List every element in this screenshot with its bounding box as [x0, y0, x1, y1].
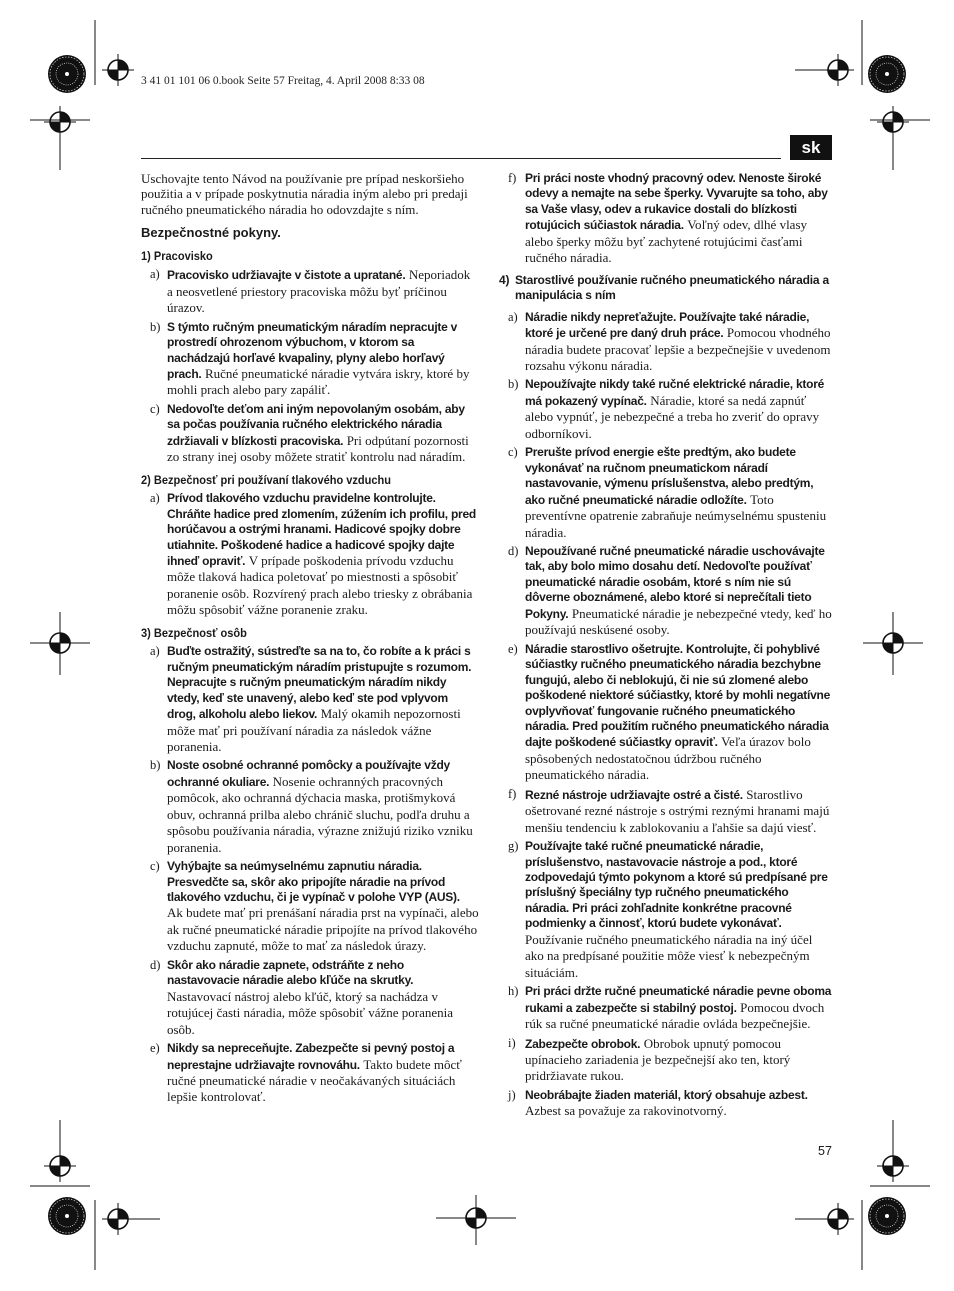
subsection-title: 1) Pracovisko: [141, 248, 213, 263]
top-rule: [141, 158, 781, 159]
list-item: j) Neobrábajte žiaden materiál, ktorý obsahuje azbest. Azbest sa považuje za rakovinotvorný.: [508, 1087, 808, 1119]
list-item: b) Nepoužívajte nikdy také ručné elektrické náradie, ktoré má pokazený vypínač. Náradie, ktoré sa nedá zapnúť alebo vypnúť, je nebezpečné a treba ho zveriť do opravy odborníkovi.: [508, 377, 825, 441]
list-item: b) S týmto ručným pneumatickým náradím nepracujte v prostredí ohrozenom výbuchom, v ktorom sa nachádzajú horľavé kvapaliny, plyny alebo horľavý prach. Ručné pneumatické náradie vytvára iskry, ktoré by mohli prach alebo pary zapáliť.: [150, 319, 470, 398]
list-item: a) Buďte ostražitý, sústreďte sa na to, čo robíte a k práci s ručným pneumatickým náradím pristupujte s rozumom. Nepracujte s ručným pneumatickým náradím nikdy vtedy, keď ste unavený, alebo keď ste pod vplyvom drog, alkoholu alebo liekov. Malý okamih nepozornosti môže mať pri používaní náradia za následok vážne poranenia.: [150, 644, 472, 754]
list-item: c) Nedovoľte deťom ani iným nepovolaným osobám, aby sa počas používania ručného elektrického náradia zdržiavali v blízkosti pracoviska. Pri odpútaní pozornosti zo strany inej osoby môžete stratiť kontrolu nad náradím.: [150, 401, 469, 465]
intro-paragraph: Uschovajte tento Návod na používanie pre prípad neskoršieho použitia a v prípade poskytnutia náradia iným alebo pri predaji ručného pneumatického náradia ho odovzdajte s ním.: [141, 171, 468, 217]
list-item: a) Náradie nikdy nepreťažujte. Používajte také náradie, ktoré je určené pre daný druh práce. Pomocou vhodného náradia budete pracovať lepšie a bezpečnejšie v uvedenom rozsahu výkonu náradia.: [508, 309, 831, 373]
section-title: Bezpečnostné pokyny.: [141, 225, 281, 241]
subsection-title: 3) Bezpečnosť osôb: [141, 625, 247, 640]
subsection-title: 4) Starostlivé používanie ručného pneumatického náradia a manipulácia s ním: [499, 272, 829, 303]
list-item: c) Vyhýbajte sa neúmyselnému zapnutiu náradia. Presvedčte sa, skôr ako pripojíte náradie na prívod tlakového vzduchu, či je vypínač v polohe VYP (AUS). Ak budete mať pri prenášaní náradia prst na vypínači, alebo ak ručné pneumatické náradie pripojíte na prívod tlakového vzduchu zapnuté, môže to mať za následok úrazy.: [150, 859, 479, 954]
page-number: 57: [818, 1144, 832, 1158]
list-item: a) Pracovisko udržiavajte v čistote a upratané. Neporiadok a neosvetlené priestory pracoviska môžu byť príčinou úrazov.: [150, 267, 471, 316]
language-tab: sk: [790, 135, 832, 160]
list-item: f) Pri práci noste vhodný pracovný odev. Nenoste široké odevy a nemajte na sebe šperky. Vyvarujte sa toho, aby sa Vaše vlasy, odev a rukavice dostali do blízkosti rotujúcich súčiastok náradia. Voľný odev, dlhé vlasy alebo šperky môžu byť zachytené rotujúcimi časťami ručného náradia.: [508, 171, 828, 266]
subsection-title: 2) Bezpečnosť pri používaní tlakového vzduchu: [141, 472, 392, 487]
list-item: d) Skôr ako náradie zapnete, odstráňte z neho nastavovacie náradie alebo kľúče na skrutky. Nastavovací nástroj alebo kľúč, ktorý sa nachádza v rotujúcej časti náradia, môže spôsobiť vážne poranenia osôb.: [150, 957, 454, 1037]
list-item: b) Noste osobné ochranné pomôcky a používajte vždy ochranné okuliare. Nosenie ochranných pracovných pomôcok, ako ochranná dýchacia maska, protišmyková obuv, ochranná prilba alebo chránič sluchu, podľa druhu a spôsobu používania náradia, výrazne znižujú riziko vzniku poranenia.: [150, 758, 473, 855]
right-column: [499, 171, 833, 1123]
list-item: e) Nikdy sa nepreceňujte. Zabezpečte si pevný postoj a neprestajne udržiavajte rovnováhu. Takto budete môcť ručné pneumatické náradie v neočakávaných situáciách lepšie kontrolovať.: [150, 1041, 462, 1105]
list-item: d) Nepoužívané ručné pneumatické náradie uschovávajte tak, aby bolo mimo dosahu detí. Nedovoľte používať pneumatické náradie osobám, ktoré s ním nie sú dôverne oboznámené, alebo ktoré si neprečítali tieto Pokyny. Pneumatické náradie je nebezpečné vtedy, keď ho používajú neskúsené osoby.: [508, 543, 832, 638]
list-item: i) Zabezpečte obrobok. Obrobok upnutý pomocou upínacieho zariadenia je bezpečnejší ako ten, ktorý pridržiavate rukou.: [508, 1035, 791, 1084]
list-item: h) Pri práci držte ručné pneumatické náradie pevne oboma rukami a zabezpečte si stabilný postoj. Pomocou dvoch rúk sa ručné pneumatické náradie ovláda bezpečnejšie.: [508, 984, 832, 1032]
list-item: g) Používajte také ručné pneumatické náradie, príslušenstvo, nastavovacie nástroje a pod., ktoré zodpovedajú týmto pokynom a ktoré sú predpísané pre príslušný špeciálny typ ručného pneumatického náradia. Pri práci zohľadnite konkrétne pracovné podmienky a činnosť, ktorú budete vykonávať. Používanie ručného pneumatického náradia na iný účel ako na predpísané použitie môže viesť k nebezpečným situáciám.: [508, 839, 828, 980]
print-header-line: 3 41 01 101 06 0.book Seite 57 Freitag, 4. April 2008 8:33 08: [141, 75, 425, 87]
list-item: a) Prívod tlakového vzduchu pravidelne kontrolujte. Chráňte hadice pred zlomením, zúžením ich profilu, pred horúčavou a ostrými hranami. Hadicové spojky dobre utiahnite. Poškodené hadice a hadicové spojky dajte ihneď opraviť. V prípade poškodenia prívodu vzduchu môže tlaková hadica poletovať po miestnosti a spôsobiť poranenie osôb. Rozvírený prach alebo triesky z obrábania môžu spôsobiť vážne poranenie zraku.: [150, 491, 476, 618]
list-item: e) Náradie starostlivo ošetrujte. Kontrolujte, či pohyblivé súčiastky ručného pneumatického náradia bezchybne fungujú, alebo či neblokujú, či nie sú zlomené alebo poškodené niektoré súčiastky, ktoré by mohli negatívne ovplyvňovať fungovanie ručného pneumatického náradia. Pred použitím ručného pneumatického náradia dajte poškodené súčiastky opraviť. Veľa úrazov bolo spôsobených nedostatočnou údržbou ručného pneumatického náradia.: [508, 641, 831, 783]
list-item: c) Prerušte prívod energie ešte predtým, ako budete vykonávať na ručnom pneumatickom náradí nastavovanie, výmenu príslušenstva, alebo predtým, ako ručné pneumatické náradie odložíte. Toto preventívne opatrenie zabraňuje neúmyselnému spusteniu náradia.: [508, 445, 827, 540]
left-column: [141, 171, 479, 1109]
list-item: f) Rezné nástroje udržiavajte ostré a čisté. Starostlivo ošetrované rezné nástroje s ostrými reznými hranami majú menšiu tendenciu k zablokovaniu a ľahšie sa dajú viesť.: [508, 786, 830, 835]
